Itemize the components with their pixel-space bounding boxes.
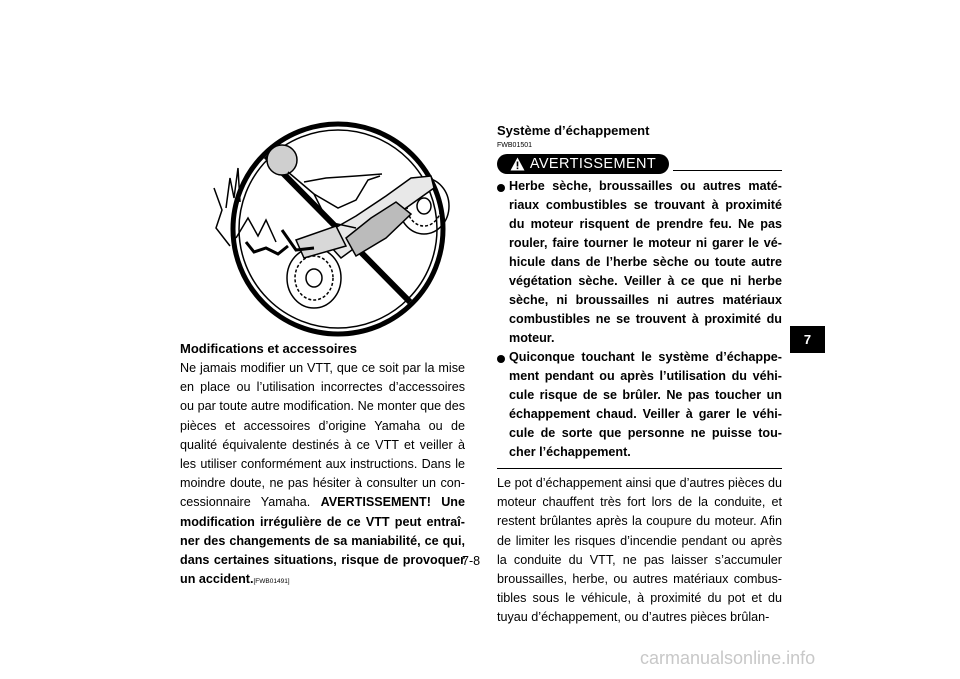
modifications-heading: Modifications et accessoires (180, 341, 358, 356)
exhaust-warning-code: FWB01501 (497, 142, 533, 149)
warning-item: Quiconque touchant le système d’échappe-ment pendant ou après l’utilisation du véhi-cule risque de se brûler. Ne pas toucher un échappement chaud. Veiller à garer le véhi-cule de sorte que personne ne puisse tou-cher l’échappement. (497, 348, 782, 462)
bullet-icon (497, 184, 505, 192)
warning-bottom-rule (497, 468, 782, 469)
left-column (180, 340, 465, 591)
warning-list (497, 177, 782, 462)
warning-badge (497, 154, 669, 174)
chapter-tab: 7 (790, 326, 825, 353)
page-number: 7-8 (462, 554, 481, 568)
right-column (497, 122, 782, 628)
warning-label: AVERTISSEMENT (529, 156, 657, 172)
exhaust-paragraph: Le pot d’échappement ainsi que d’autres pièces du moteur chauffent très fort lors de la conduite, et restent brûlantes après la coupure du moteur. Afin de limiter les risques d’incendie pendant ou après la conduite du VTT, ne pas laisser s’accumuler broussailles, herbe, ou autres matériaux combus-tibles sous le véhicule, à proximité du pot et du tuyau d’échappement, ou d’autres pièces brûlan- (497, 476, 782, 625)
warning-triangle-icon (510, 157, 525, 171)
warning-header (497, 153, 782, 175)
bullet-icon (497, 355, 505, 363)
modifications-warning-text: AVERTISSEMENT! Une modification irrégulière de ce VTT peut entraî-ner des changements de sa maniabilité, ce qui, dans certaines situations, risque de provoquer un accident. (180, 495, 465, 587)
exhaust-heading: Système d’échappement (497, 123, 650, 138)
no-wheelie-illustration (196, 118, 466, 340)
modifications-paragraph (180, 359, 465, 591)
modifications-text: Ne jamais modifier un VTT, que ce soit par la mise en place ou l’utilisation incorrectes d’accessoires ou par toute autre modification. Ne monter que des pièces et accessoires d’origine Yamaha ou de qualité équivalente destinés à ce VTT et veiller à les utiliser conformément aux instructions. Dans le moindre doute, ne pas hésiter à consulter un con-cessionnaire Yamaha. (180, 361, 465, 510)
warning-top-rule (673, 170, 782, 171)
warning-item: Herbe sèche, broussailles ou autres maté-riaux combustibles se trouvant à proximité du moteur risquent de prendre feu. Ne pas rouler, faire tourner le moteur ni garer le vé-hicule dans de l’herbe sèche ou toute autre végétation sèche. Veiller à ce que ni herbe sèche, ni broussailles ni autres matériaux combustibles ne se trouvent à proximité du moteur. (497, 177, 782, 348)
watermark: carmanualsonline.info (640, 648, 816, 668)
warning-code: [FWB01491] (253, 578, 290, 586)
